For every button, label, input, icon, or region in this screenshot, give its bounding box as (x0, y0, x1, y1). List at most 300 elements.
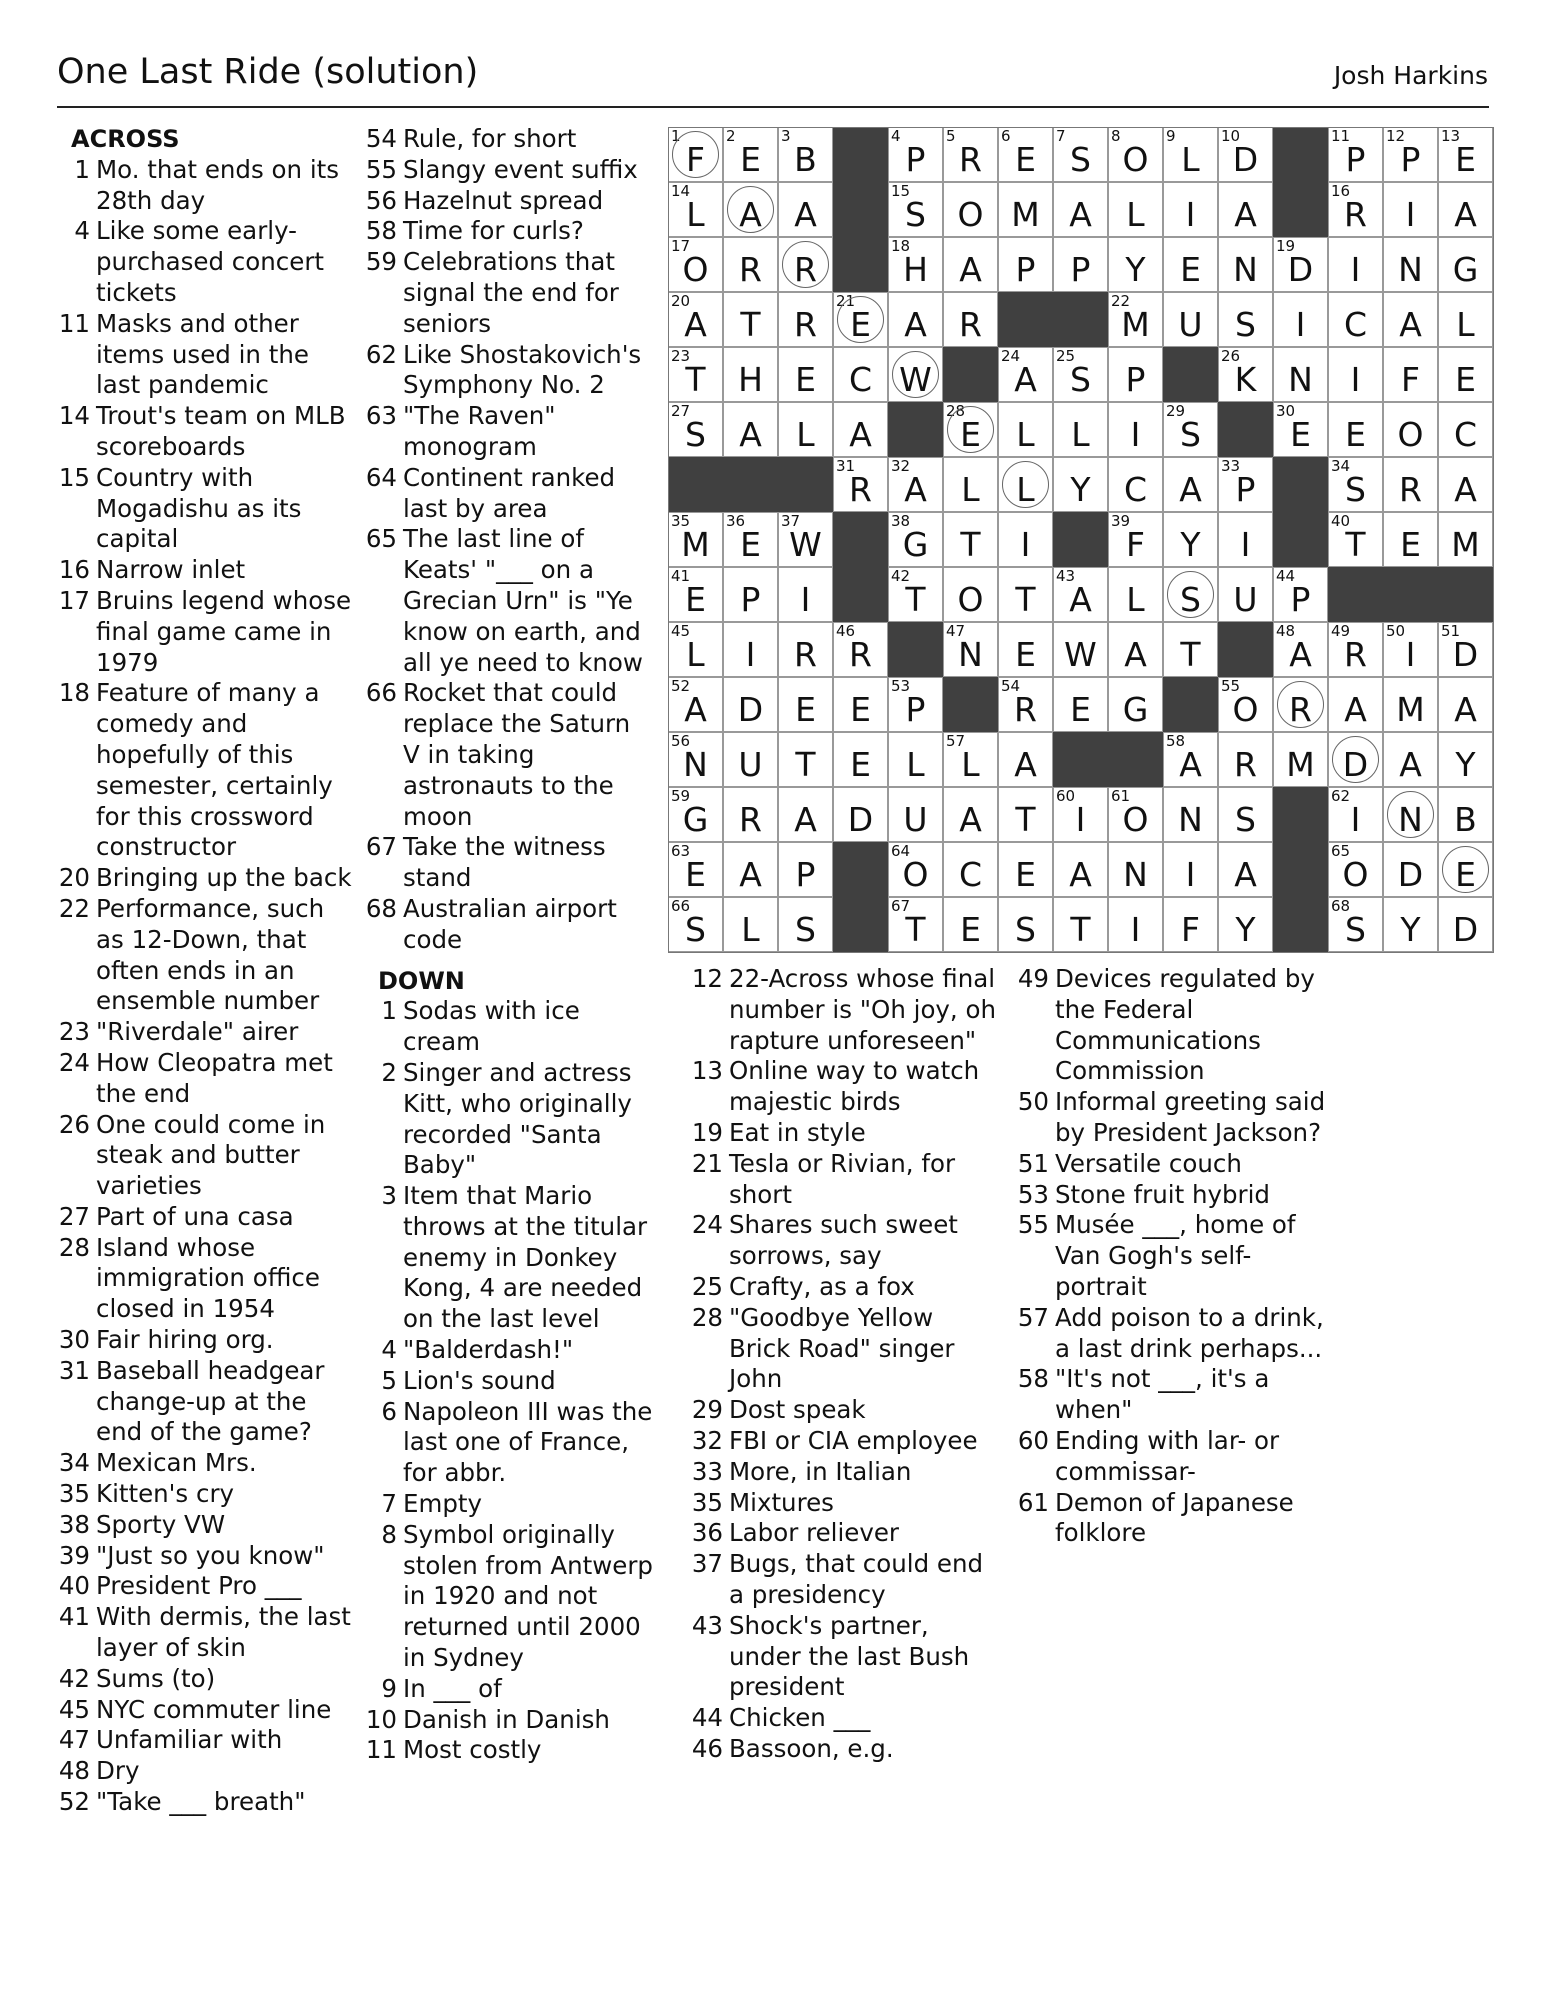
cell-number: 56 (671, 732, 691, 750)
cell-letter: T (795, 745, 816, 784)
clue-number: 29 (691, 1395, 723, 1425)
cell-letter: O (957, 195, 984, 234)
cell-letter: S (795, 910, 816, 949)
cell-letter: L (1126, 580, 1145, 619)
puzzle-title: One Last Ride (solution) (57, 52, 479, 92)
grid-cell (1438, 842, 1493, 897)
cell-letter: N (1178, 800, 1203, 839)
grid-cell (888, 292, 943, 347)
clue-text: Crafty, as a fox (729, 1271, 915, 1301)
clue-text: Devices regulated by the Federal Communications Commission (1055, 964, 1315, 1086)
grid-cell (943, 842, 998, 897)
clue-number: 16 (58, 555, 90, 585)
cell-number: 8 (1111, 127, 1121, 145)
cell-number: 13 (1441, 127, 1461, 145)
grid-block (1273, 897, 1328, 952)
down-clue (690, 1056, 1000, 1118)
clue-text: Ending with lar- or commissar- (1055, 1425, 1280, 1486)
clue-number: 27 (58, 1201, 90, 1231)
grid-cell (1438, 292, 1493, 347)
grid-cell (1163, 237, 1218, 292)
grid-cell (1273, 622, 1328, 677)
cell-letter: A (1234, 855, 1257, 894)
grid-cell (1108, 457, 1163, 512)
clue-text: Feature of many a comedy and hopefully of this semester, certainly for this crossword constructor (96, 678, 333, 862)
cell-letter: S (1345, 470, 1366, 509)
grid-cell (1218, 127, 1273, 182)
grid-cell (668, 842, 723, 897)
grid-cell (1383, 127, 1438, 182)
cell-letter: P (905, 140, 926, 179)
cell-letter: A (904, 305, 927, 344)
cell-letter: I (800, 580, 811, 619)
grid-block (833, 842, 888, 897)
cell-number: 5 (946, 127, 956, 145)
grid-cell (1053, 842, 1108, 897)
cell-letter: R (794, 250, 817, 289)
grid-cell (723, 292, 778, 347)
grid-cell (1163, 292, 1218, 347)
clue-text: FBI or CIA employee (729, 1425, 978, 1455)
grid-cell (668, 622, 723, 677)
grid-cell (778, 897, 833, 952)
clue-number: 38 (58, 1509, 90, 1539)
cell-letter: A (794, 800, 817, 839)
cell-number: 19 (1276, 237, 1296, 255)
across-clue (57, 1571, 357, 1602)
cell-letter: R (849, 470, 872, 509)
across-clue (57, 216, 357, 308)
cell-letter: L (1016, 415, 1035, 454)
clue-text: Island whose immigration office closed in 1954 (96, 1232, 320, 1324)
cell-number: 40 (1331, 512, 1351, 530)
cell-letter: S (1235, 800, 1256, 839)
grid-cell (778, 677, 833, 732)
cell-letter: R (1289, 690, 1312, 729)
cell-letter: T (1015, 800, 1036, 839)
cell-letter: W (1064, 635, 1097, 674)
cell-number: 20 (671, 292, 691, 310)
grid-cell (1328, 292, 1383, 347)
cell-letter: A (684, 690, 707, 729)
clue-text: NYC commuter line (96, 1694, 332, 1724)
cell-letter: M (1121, 305, 1150, 344)
cell-letter: A (1069, 855, 1092, 894)
clue-number: 20 (58, 863, 90, 893)
clue-number: 46 (691, 1733, 723, 1763)
cell-letter: A (959, 800, 982, 839)
clue-text: Lion's sound (403, 1365, 556, 1395)
down-clue (364, 1674, 654, 1705)
clue-number: 45 (58, 1694, 90, 1724)
grid-block (778, 457, 833, 512)
grid-block (1163, 347, 1218, 402)
grid-block (1218, 622, 1273, 677)
cell-number: 63 (671, 842, 691, 860)
clue-number: 51 (1017, 1148, 1049, 1178)
clue-text: Eat in style (729, 1117, 866, 1147)
grid-block (1053, 512, 1108, 567)
clue-number: 43 (691, 1610, 723, 1640)
clue-number: 60 (1017, 1425, 1049, 1455)
clue-number: 14 (58, 401, 90, 431)
cell-number: 28 (946, 402, 966, 420)
down-clue (1016, 1149, 1326, 1180)
cell-letter: T (1180, 635, 1201, 674)
cell-number: 9 (1166, 127, 1176, 145)
clue-text: Chicken ___ (729, 1703, 871, 1733)
grid-cell (1328, 457, 1383, 512)
cell-letter: D (1452, 635, 1479, 674)
clue-text: Dost speak (729, 1395, 866, 1425)
cell-letter: T (960, 525, 981, 564)
grid-cell (888, 347, 943, 402)
cell-letter: D (847, 800, 874, 839)
clue-number: 30 (58, 1325, 90, 1355)
clue-text: Item that Mario throws at the titular enemy in Donkey Kong, 4 are needed on the last level (403, 1181, 648, 1334)
cell-number: 48 (1276, 622, 1296, 640)
clue-number: 24 (691, 1210, 723, 1240)
grid-cell (778, 402, 833, 457)
clue-text: Australian airport code (403, 893, 617, 954)
clue-number: 47 (58, 1725, 90, 1755)
clue-number: 24 (58, 1047, 90, 1077)
across-heading: ACROSS (71, 125, 180, 153)
grid-cell (1163, 622, 1218, 677)
grid-cell (998, 402, 1053, 457)
across-clue (57, 1048, 357, 1110)
cell-letter: A (1014, 745, 1037, 784)
clue-number: 48 (58, 1756, 90, 1786)
clue-text: Part of una casa (96, 1201, 294, 1231)
cell-letter: E (850, 305, 871, 344)
cell-letter: L (1071, 415, 1090, 454)
grid-cell (943, 512, 998, 567)
grid-block (833, 182, 888, 237)
cell-number: 33 (1221, 457, 1241, 475)
grid-cell (1328, 897, 1383, 952)
cell-letter: F (686, 140, 705, 179)
grid-cell (723, 347, 778, 402)
cell-letter: P (905, 690, 926, 729)
cell-letter: T (1345, 525, 1366, 564)
cell-letter: O (1122, 140, 1149, 179)
grid-cell (943, 182, 998, 237)
grid-cell (668, 567, 723, 622)
clue-text: Slangy event suffix (403, 154, 638, 184)
clue-number: 13 (691, 1056, 723, 1086)
cell-letter: G (1452, 250, 1479, 289)
cell-number: 2 (726, 127, 736, 145)
cell-letter: L (686, 635, 705, 674)
grid-cell (1438, 897, 1493, 952)
grid-cell (1163, 842, 1218, 897)
cell-letter: D (1232, 140, 1259, 179)
clue-number: 44 (691, 1703, 723, 1733)
clue-number: 50 (1017, 1087, 1049, 1117)
grid-cell (943, 787, 998, 842)
cell-number: 17 (671, 237, 691, 255)
down-clue (364, 1335, 654, 1366)
clue-text: "Goodbye Yellow Brick Road" singer John (729, 1302, 955, 1394)
cell-number: 66 (671, 897, 691, 915)
cell-letter: O (1342, 855, 1369, 894)
cell-number: 60 (1056, 787, 1076, 805)
cell-number: 1 (671, 127, 681, 145)
down-clue (690, 1549, 1000, 1611)
grid-cell (998, 842, 1053, 897)
cell-number: 18 (891, 237, 911, 255)
clue-text: "Take ___ breath" (96, 1787, 306, 1817)
clue-number: 37 (691, 1549, 723, 1579)
cell-letter: A (794, 195, 817, 234)
grid-cell (1163, 787, 1218, 842)
clue-number: 15 (58, 462, 90, 492)
clue-number: 9 (381, 1673, 397, 1703)
grid-cell (723, 732, 778, 787)
grid-cell (998, 512, 1053, 567)
grid-block (888, 622, 943, 677)
cell-letter: H (903, 250, 928, 289)
clue-number: 67 (365, 832, 397, 862)
grid-cell (998, 732, 1053, 787)
clue-column-4 (1016, 964, 1326, 1549)
cell-letter: R (849, 635, 872, 674)
grid-cell (1328, 182, 1383, 237)
clue-number: 3 (381, 1181, 397, 1211)
grid-cell (1383, 347, 1438, 402)
down-clue (690, 1457, 1000, 1488)
grid-cell (778, 622, 833, 677)
grid-cell (1218, 292, 1273, 347)
clue-number: 11 (365, 1735, 397, 1765)
clue-number: 55 (365, 154, 397, 184)
cell-letter: P (1070, 250, 1091, 289)
clue-number: 59 (365, 247, 397, 277)
clue-number: 58 (1017, 1364, 1049, 1394)
down-clue (1016, 1087, 1326, 1149)
grid-cell (998, 127, 1053, 182)
cell-letter: R (1014, 690, 1037, 729)
grid-block (1273, 182, 1328, 237)
grid-cell (723, 842, 778, 897)
across-clue (364, 186, 654, 217)
clue-number: 34 (58, 1448, 90, 1478)
cell-letter: S (1345, 910, 1366, 949)
clue-number: 35 (691, 1487, 723, 1517)
cell-letter: S (1070, 140, 1091, 179)
down-clue (690, 1303, 1000, 1395)
grid-cell (998, 567, 1053, 622)
grid-cell (1273, 347, 1328, 402)
cell-letter: G (1122, 690, 1149, 729)
down-clue (690, 1149, 1000, 1211)
cell-letter: N (1123, 855, 1148, 894)
cell-number: 38 (891, 512, 911, 530)
cell-number: 23 (671, 347, 691, 365)
grid-block (833, 512, 888, 567)
cell-letter: E (685, 580, 706, 619)
clue-number: 2 (381, 1057, 397, 1087)
grid-cell (1108, 622, 1163, 677)
grid-cell (1053, 182, 1108, 237)
grid-cell (723, 237, 778, 292)
grid-cell (1328, 347, 1383, 402)
clue-number: 17 (58, 585, 90, 615)
grid-cell (778, 237, 833, 292)
grid-cell (1328, 402, 1383, 457)
cell-letter: E (1015, 635, 1036, 674)
across-clue (57, 1448, 357, 1479)
cell-letter: E (850, 745, 871, 784)
across-clue (57, 894, 357, 1017)
cell-number: 55 (1221, 677, 1241, 695)
cell-number: 59 (671, 787, 691, 805)
clue-text: One could come in steak and butter varieties (96, 1109, 326, 1201)
clue-number: 5 (381, 1365, 397, 1395)
grid-cell (1108, 787, 1163, 842)
clue-text: Mexican Mrs. (96, 1448, 257, 1478)
grid-cell (1438, 237, 1493, 292)
grid-block (943, 347, 998, 402)
cell-letter: R (739, 250, 762, 289)
cell-letter: A (1234, 195, 1257, 234)
clue-number: 55 (1017, 1210, 1049, 1240)
down-clue (690, 1488, 1000, 1519)
clue-text: Like some early-purchased concert tickets (96, 216, 325, 307)
cell-letter: E (1015, 140, 1036, 179)
grid-cell (668, 402, 723, 457)
grid-cell (668, 127, 723, 182)
cell-letter: R (1344, 195, 1367, 234)
cell-letter: R (959, 140, 982, 179)
grid-cell (723, 182, 778, 237)
grid-cell (943, 732, 998, 787)
cell-letter: E (960, 415, 981, 454)
clue-number: 64 (365, 462, 397, 492)
grid-cell (943, 292, 998, 347)
cell-letter: G (682, 800, 709, 839)
grid-cell (1163, 182, 1218, 237)
cell-letter: E (1455, 360, 1476, 399)
grid-cell (888, 677, 943, 732)
cell-letter: L (686, 195, 705, 234)
cell-letter: A (1454, 470, 1477, 509)
grid-cell (668, 897, 723, 952)
cell-letter: M (1011, 195, 1040, 234)
cell-letter: T (905, 580, 926, 619)
across-clue (57, 309, 357, 401)
cell-number: 47 (946, 622, 966, 640)
grid-cell (1383, 842, 1438, 897)
cell-letter: A (1454, 195, 1477, 234)
grid-cell (943, 622, 998, 677)
cell-number: 26 (1221, 347, 1241, 365)
down-clue (364, 1489, 654, 1520)
grid-cell (723, 127, 778, 182)
clue-text: Versatile couch (1055, 1148, 1242, 1178)
clue-text: Bruins legend whose final game came in 1979 (96, 585, 352, 677)
cell-letter: O (1122, 800, 1149, 839)
grid-cell (1053, 402, 1108, 457)
grid-cell (668, 732, 723, 787)
cell-letter: O (957, 580, 984, 619)
cell-number: 43 (1056, 567, 1076, 585)
grid-cell (1163, 897, 1218, 952)
cell-letter: E (960, 910, 981, 949)
grid-cell (1218, 347, 1273, 402)
cell-number: 12 (1386, 127, 1406, 145)
cell-letter: I (1295, 305, 1306, 344)
cell-number: 58 (1166, 732, 1186, 750)
across-clue (57, 1695, 357, 1726)
cell-number: 35 (671, 512, 691, 530)
down-clue (690, 1734, 1000, 1765)
clue-text: "Riverdale" airer (96, 1017, 299, 1047)
grid-cell (888, 237, 943, 292)
cell-number: 65 (1331, 842, 1351, 860)
grid-cell (1108, 677, 1163, 732)
grid-cell (668, 347, 723, 402)
across-clue (57, 1017, 357, 1048)
cell-letter: I (1240, 525, 1251, 564)
down-clue (1016, 1488, 1326, 1550)
grid-block (1273, 127, 1328, 182)
cell-letter: N (1233, 250, 1258, 289)
clue-number: 63 (365, 401, 397, 431)
grid-cell (1328, 127, 1383, 182)
grid-cell (778, 787, 833, 842)
grid-cell (1053, 677, 1108, 732)
grid-cell (778, 292, 833, 347)
cell-letter: W (789, 525, 822, 564)
cell-letter: E (1070, 690, 1091, 729)
clue-number: 28 (58, 1232, 90, 1262)
grid-cell (1218, 567, 1273, 622)
clue-column-2 (364, 124, 654, 1766)
clue-column-3 (690, 964, 1000, 1765)
clue-text: Sporty VW (96, 1509, 226, 1539)
across-clue (364, 401, 654, 463)
grid-cell (1218, 842, 1273, 897)
down-clue (690, 964, 1000, 1056)
cell-letter: I (1130, 910, 1141, 949)
grid-cell (668, 182, 723, 237)
clue-number: 61 (1017, 1487, 1049, 1517)
across-clue (57, 586, 357, 678)
down-clue (364, 1520, 654, 1674)
grid-cell (1383, 402, 1438, 457)
cell-number: 37 (781, 512, 801, 530)
grid-cell (1273, 567, 1328, 622)
grid-cell (1438, 457, 1493, 512)
across-clue (364, 524, 654, 678)
cell-letter: S (685, 415, 706, 454)
clue-text: Stone fruit hybrid (1055, 1179, 1270, 1209)
clue-number: 58 (365, 216, 397, 246)
cell-letter: R (1344, 635, 1367, 674)
cell-number: 61 (1111, 787, 1131, 805)
clue-number: 19 (691, 1117, 723, 1147)
grid-cell (1438, 512, 1493, 567)
grid-cell (1383, 732, 1438, 787)
cell-letter: F (1126, 525, 1145, 564)
cell-letter: Y (1125, 250, 1146, 289)
cell-letter: O (902, 855, 929, 894)
down-clue (1016, 1303, 1326, 1365)
clue-text: Fair hiring org. (96, 1325, 274, 1355)
grid-cell (1053, 127, 1108, 182)
